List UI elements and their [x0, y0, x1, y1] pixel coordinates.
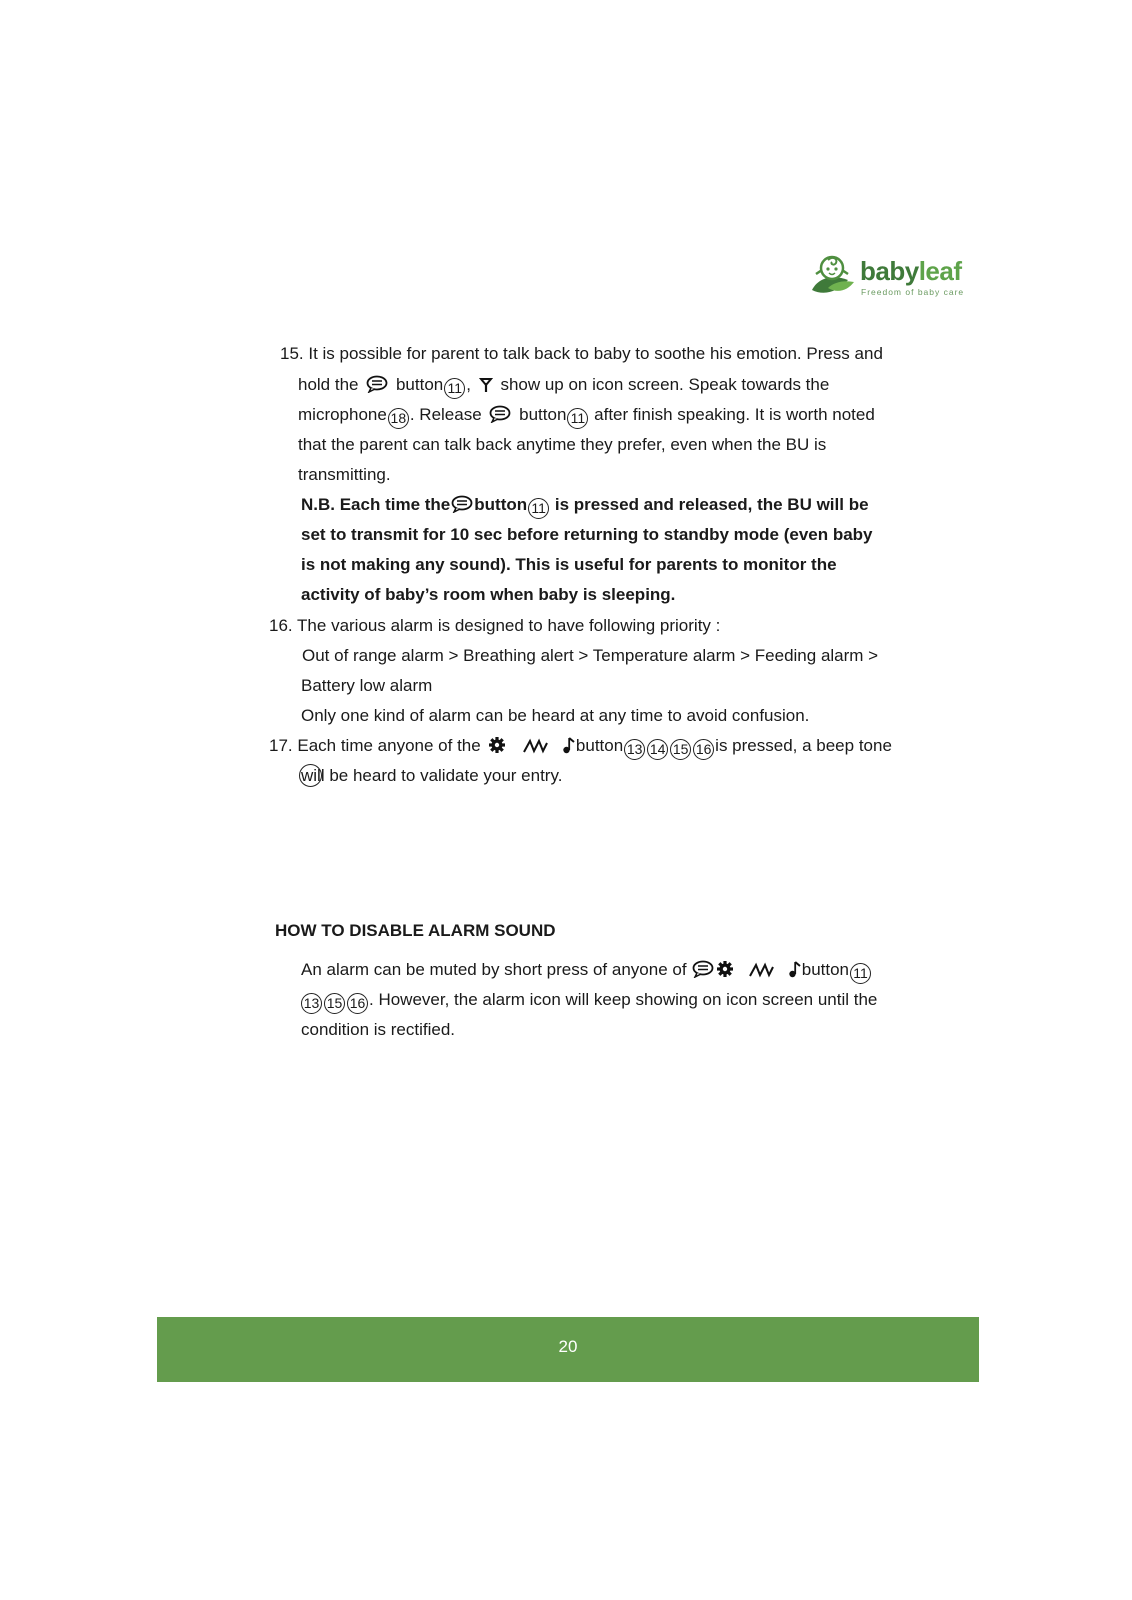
item15-line5: transmitting.: [298, 465, 391, 484]
nb-line1-text-b: button: [474, 495, 528, 514]
ref-circle-18: 18: [388, 408, 409, 429]
section-line3: condition is rectified.: [301, 1020, 456, 1039]
item15-nb-line4: activity of baby’s room when baby is sleeping.: [301, 585, 676, 604]
item17-line1: [269, 731, 892, 761]
empty-circle-mark: [299, 764, 322, 787]
item17-line1-text-c: is pressed, a beep tone: [715, 736, 892, 755]
item16-line1: 16. The various alarm is designed to have following priority :: [269, 616, 721, 635]
brand-logo: [808, 252, 965, 300]
item15-nb-line2: set to transmit for 10 sec before returning to standby mode (even baby: [301, 525, 873, 544]
item15-line3-text-d: after finish speaking. It is worth noted: [594, 405, 875, 424]
wave-icon: [748, 962, 774, 978]
talk-icon: [366, 375, 388, 393]
brand-name-part2: leaf: [918, 256, 962, 286]
wave-icon: [522, 738, 548, 754]
ref-circle-13: 13: [301, 993, 322, 1014]
gear-icon: [716, 960, 734, 978]
brand-name-part1: baby: [860, 256, 919, 286]
ref-circle-14: 14: [647, 739, 668, 760]
section-heading: HOW TO DISABLE ALARM SOUND: [275, 921, 556, 940]
brand-name: [860, 256, 962, 287]
item15-line3: [298, 400, 875, 430]
item15-line2-text-c: show up on icon screen. Speak towards the: [500, 375, 830, 394]
ref-circle-15: 15: [324, 993, 345, 1014]
section-line1-text-a: An alarm can be muted by short press of anyone of: [301, 960, 687, 979]
item15-nb-line3: is not making any sound). This is useful for parents to monitor the: [301, 555, 837, 574]
item15-line3-text-b: Release: [419, 405, 482, 424]
brand-tagline: Freedom of baby care: [861, 287, 965, 297]
baby-leaf-logo-icon: [808, 252, 858, 298]
antenna-icon: [479, 377, 493, 393]
item15-line2-text-b: button: [395, 375, 444, 394]
ref-circle-15: 15: [670, 739, 691, 760]
music-note-icon: [788, 960, 802, 978]
item17-line2: [301, 761, 562, 791]
talk-icon: [692, 960, 714, 978]
ref-circle-11: 11: [444, 378, 465, 399]
item16-line4: Only one kind of alarm can be heard at any time to avoid confusion.: [301, 706, 810, 725]
section-line2: [300, 985, 877, 1015]
section-line2-text: . However, the alarm icon will keep showing on icon screen until the: [369, 990, 878, 1009]
gear-icon: [488, 736, 506, 754]
item15-line3-text-c: button: [519, 405, 567, 424]
ref-circle-11: 11: [528, 498, 549, 519]
talk-icon: [489, 405, 511, 423]
page-footer: [157, 1317, 979, 1382]
music-note-icon: [562, 736, 576, 754]
page-number: 20: [558, 1337, 578, 1356]
item15-nb-line1: [301, 490, 869, 520]
item15-line2-text-a: hold the: [298, 375, 359, 394]
section-line1-text-b: button: [801, 960, 850, 979]
ref-circle-13: 13: [624, 739, 645, 760]
section-line1: [301, 955, 872, 985]
item17-line1-text-a: 17. Each time anyone of the: [269, 736, 481, 755]
item15-line3-text-a: microphone: [298, 405, 387, 424]
item15-line1: 15. It is possible for parent to talk back to baby to soothe his emotion. Press and: [280, 344, 883, 363]
ref-circle-16: 16: [693, 739, 714, 760]
item17-line2-text: will be heard to validate your entry.: [301, 766, 563, 785]
item17-line1-text-b: button: [575, 736, 624, 755]
ref-circle-11: 11: [567, 408, 588, 429]
nb-line1-text-c: is pressed and released, the BU will be: [554, 495, 869, 514]
nb-line1-text-a: N.B. Each time the: [301, 495, 451, 514]
ref-circle-11: 11: [850, 963, 871, 984]
item16-line2: Out of range alarm > Breathing alert > Temperature alarm > Feeding alarm >: [302, 646, 879, 665]
item15-line2: [298, 370, 829, 400]
item15-line4: that the parent can talk back anytime they prefer, even when the BU is: [298, 435, 827, 454]
item16-line3: Battery low alarm: [301, 676, 433, 695]
comma: ,: [466, 375, 471, 394]
talk-icon: [451, 495, 473, 513]
period: .: [409, 405, 415, 424]
ref-circle-16: 16: [347, 993, 368, 1014]
